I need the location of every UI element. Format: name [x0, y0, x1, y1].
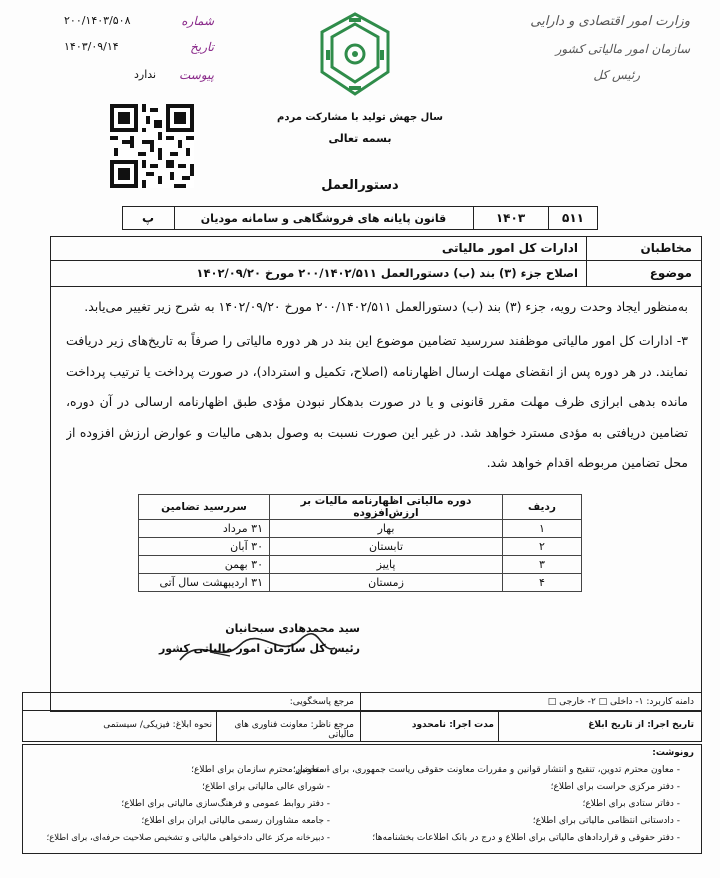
- table-row: [139, 538, 582, 556]
- guarantee-schedule-table: [138, 494, 582, 592]
- table-cell: بهار: [270, 520, 503, 538]
- year-motto: سال جهش تولید با مشارکت مردم: [277, 112, 443, 123]
- table-cell: ۴: [503, 574, 582, 592]
- law-title: قانون پایانه های فروشگاهی و سامانه مودیان: [200, 211, 447, 225]
- table-row: [139, 574, 582, 592]
- attachment-value: ندارد: [134, 68, 157, 81]
- list-item: - شورای عالی مالیاتی برای اطلاع؛: [201, 782, 330, 792]
- date-value: ۱۴۰۳/۰۹/۱۴: [64, 40, 119, 53]
- table-cell: پاییز: [270, 556, 503, 574]
- table-cell: ۱: [503, 520, 582, 538]
- table-header-period: دوره مالیاتی اظهارنامه مالیات بر ارزش‌افزوده: [270, 495, 503, 520]
- cc-list-right: [292, 762, 680, 847]
- signatory-title: رئیس کل سازمان امور مالیاتی کشور: [158, 642, 360, 655]
- table-cell: زمستان: [270, 574, 503, 592]
- head-title: رئیس کل: [593, 68, 640, 82]
- date-label: تاریخ: [190, 40, 214, 54]
- organization-name: سازمان امور مالیاتی کشور: [555, 42, 690, 56]
- list-item: - دبیرخانه مرکز عالی دادخواهی مالیاتی و تشخیص صلاحیت حرفه‌ای، برای اطلاع؛: [46, 833, 330, 843]
- attachment-label: پیوست: [179, 68, 214, 82]
- table-cell: ۲: [503, 538, 582, 556]
- table-cell: ۳: [503, 556, 582, 574]
- table-header-row-number: ردیف: [503, 495, 582, 520]
- table-cell: ۳۰ بهمن: [139, 556, 270, 574]
- bismillah: بسمه تعالی: [328, 132, 392, 145]
- tax-organization-emblem-icon: [316, 10, 394, 100]
- signatory-name: سید محمدهادی سبحانیان: [225, 622, 360, 635]
- list-item: - دفتر روابط عمومی و فرهنگ‌سازی مالیاتی برای اطلاع؛: [121, 799, 330, 809]
- subject-value: اصلاح جزء (۳) بند (ب) دستورالعمل ۲۰۰/۱۴۰۲/۵۱۱ مورخ ۱۴۰۲/۰۹/۲۰: [196, 266, 578, 280]
- addressee-label: مخاطبان: [640, 241, 692, 255]
- instruction-number: ۵۱۱: [562, 211, 584, 225]
- list-item: - دفاتر ستادی برای اطلاع؛: [582, 799, 680, 809]
- number-label: شماره: [181, 14, 214, 28]
- table-row: [139, 556, 582, 574]
- effective-date: تاریخ اجرا: از تاریخ ابلاغ: [588, 720, 694, 730]
- table-cell: ۳۱ مرداد: [139, 520, 270, 538]
- table-header-due-date: سررسید تضامین: [139, 495, 270, 520]
- instruction-year: ۱۴۰۳: [495, 211, 526, 225]
- list-item: - دفتر حقوقی و قراردادهای مالیاتی برای اطلاع و درج در بانک اطلاعات بخشنامه‌ها؛: [372, 833, 680, 843]
- execution-duration: مدت اجرا: نامحدود: [411, 720, 494, 730]
- subject-label: موضوع: [649, 266, 692, 280]
- list-item: - معاون محترم تدوین، تنقیح و انتشار قوانین و مقررات معاونت حقوقی ریاست جمهوری، برای استحضار؛: [292, 765, 680, 775]
- number-value: ۲۰۰/۱۴۰۳/۵۰۸: [64, 14, 131, 27]
- document-type-title: دستورالعمل: [321, 178, 399, 193]
- qr-code-icon: [110, 104, 194, 188]
- attachment-row: [134, 68, 214, 82]
- table-cell: ۳۱ اردیبهشت سال آتی: [139, 574, 270, 592]
- letter-date-row: [64, 40, 214, 54]
- ministry-name: وزارت امور اقتصادی و دارایی: [530, 14, 690, 29]
- table-row: [139, 520, 582, 538]
- list-item: - دفتر مرکزی حراست برای اطلاع؛: [550, 782, 680, 792]
- list-item: - دادستانی انتظامی مالیاتی برای اطلاع؛: [532, 816, 680, 826]
- letter-number-row: [64, 14, 214, 28]
- cc-list-left: [40, 762, 330, 847]
- list-item: - جامعه مشاوران رسمی مالیاتی ایران برای اطلاع؛: [141, 816, 330, 826]
- supervising-authority: مرجع ناظر: معاونت فناوری های مالیاتی: [234, 720, 354, 740]
- addressee-value: ادارات کل امور مالیاتی: [441, 241, 578, 255]
- letter-code: پ: [141, 211, 155, 225]
- table-header-row: [139, 495, 582, 520]
- table-cell: ۳۰ آبان: [139, 538, 270, 556]
- body-paragraph: ۳- ادارات کل امور مالیاتی موظفند سررسید تضامین موضوع این بند در هر دوره مالیاتی را صرفاً به تاریخ‌های زیر دریافت نمایند. در هر دوره پس از انقضای مهلت ارسال اظهارنامه (اصلاح، تکمیل و استرداد)، در صورت پرداخت یا ترتیب پرداخت مانده بدهی ابرازی ظرف مهلت مقرر قانونی و یا در صورت بدهکار نبودن مؤدی طبق اظهارنامه ارسالی در آن دوره، تضامین دریافتی به مؤدی مسترد خواهد شد. در غیر این صورت نسبت به وصول بدهی مالیات و عوارض ارزش افزوده از محل تضامین مربوطه اقدام خواهد شد.: [66, 333, 688, 470]
- table-cell: تابستان: [270, 538, 503, 556]
- scope-of-application: دامنه کاربرد: ۱- داخلی □ ۲- خارجی □: [547, 697, 694, 707]
- response-reference: مرجع پاسخگویی:: [289, 697, 354, 707]
- list-item: - معاونین محترم سازمان برای اطلاع؛: [191, 765, 330, 775]
- cc-label: رونوشت:: [652, 748, 694, 758]
- body-intro: به‌منظور ایجاد وحدت رویه، جزء (۳) بند (ب) دستورالعمل ۲۰۰/۱۴۰۲/۵۱۱ مورخ ۱۴۰۲/۰۹/۲۰ به شرح زیر تغییر می‌یابد.: [84, 299, 688, 314]
- notification-method: نحوه ابلاغ: فیزیکی/ سیستمی: [103, 720, 212, 730]
